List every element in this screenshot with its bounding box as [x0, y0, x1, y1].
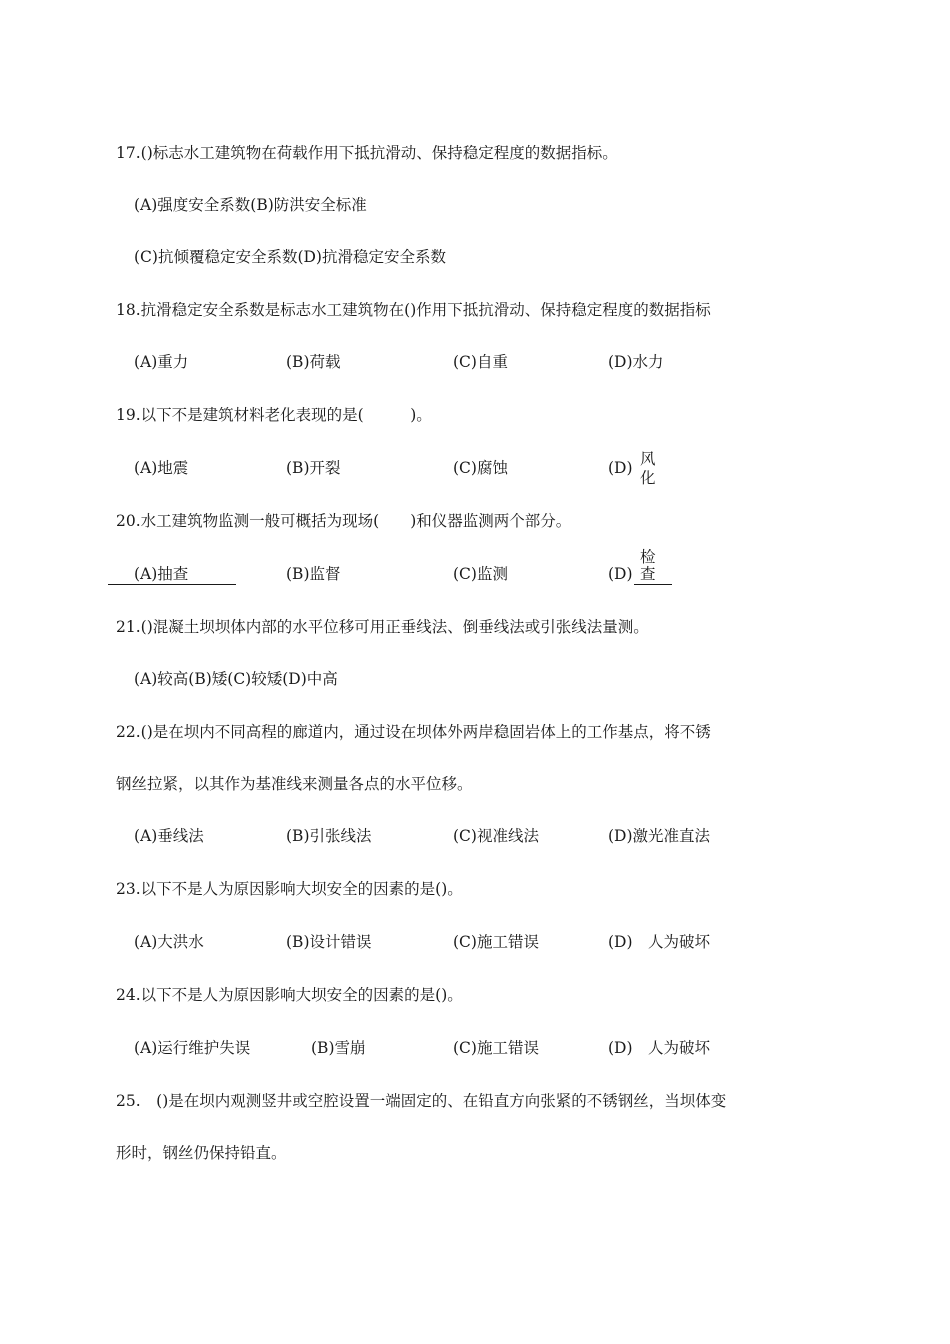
question-20-option-d-char-2: 查	[634, 564, 672, 585]
question-22-option-a: (A)垂线法	[134, 827, 204, 845]
question-17-options-line-2: (C)抗倾覆稳定安全系数(D)抗滑稳定安全系数	[134, 248, 446, 266]
question-23-option-b: (B)设计错误	[286, 933, 372, 951]
question-21-stem: 21.()混凝土坝坝体内部的水平位移可用正垂线法、倒垂线法或引张线法量测。	[116, 618, 649, 636]
question-19-option-a: (A)地震	[134, 459, 189, 477]
question-19-option-b: (B)开裂	[286, 459, 341, 477]
question-17-options-line-1: (A)强度安全系数(B)防洪安全标准	[134, 196, 367, 214]
question-20-option-d-char-1: 检	[640, 548, 656, 566]
question-18-option-b: (B)荷载	[286, 353, 341, 371]
question-20-option-c: (C)监测	[453, 565, 508, 583]
question-18-option-d: (D)水力	[608, 353, 664, 371]
question-22-option-d: (D)激光准直法	[608, 827, 711, 845]
question-21-options: (A)较高(B)矮(C)较矮(D)中高	[134, 670, 338, 688]
question-24-stem: 24.以下不是人为原因影响大坝安全的因素的是()。	[116, 986, 463, 1004]
question-19-option-d-label: (D)	[608, 459, 633, 477]
question-18-option-a: (A)重力	[134, 353, 189, 371]
question-19-stem: 19.以下不是建筑材料老化表现的是( )。	[116, 406, 432, 424]
question-25-stem-line-1: 25. ()是在坝内观测竖井或空腔设置一端固定的、在铅直方向张紧的不锈钢丝，当坝体变	[116, 1092, 727, 1110]
question-20-option-a-underline	[108, 564, 236, 585]
question-23-stem: 23.以下不是人为原因影响大坝安全的因素的是()。	[116, 880, 463, 898]
question-22-stem-line-2: 钢丝拉紧，以其作为基准线来测量各点的水平位移。	[116, 775, 473, 793]
question-24-option-c: (C)施工错误	[453, 1039, 539, 1057]
question-20-option-b: (B)监督	[286, 565, 341, 583]
question-20-stem: 20.水工建筑物监测一般可概括为现场( )和仪器监测两个部分。	[116, 512, 572, 530]
question-20-option-a: (A)抽查	[108, 564, 236, 585]
question-23-option-a: (A)大洪水	[134, 933, 204, 951]
question-18-option-c: (C)自重	[453, 353, 508, 371]
question-20-option-d-label: (D)	[608, 565, 633, 583]
question-22-option-c: (C)视准线法	[453, 827, 539, 845]
question-19-option-c: (C)腐蚀	[453, 459, 508, 477]
question-22-stem-line-1: 22.()是在坝内不同高程的廊道内，通过设在坝体外两岸稳固岩体上的工作基点，将不锈	[116, 723, 711, 741]
question-23-option-d: (D) 人为破坏	[608, 933, 711, 951]
question-18-stem: 18.抗滑稳定安全系数是标志水工建筑物在()作用下抵抗滑动、保持稳定程度的数据指标	[116, 301, 711, 319]
question-24-option-a: (A)运行维护失误	[134, 1039, 251, 1057]
question-24-option-b: (B)雪崩	[311, 1039, 366, 1057]
question-25-stem-line-2: 形时，钢丝仍保持铅直。	[116, 1144, 287, 1162]
question-24-option-d: (D) 人为破坏	[608, 1039, 711, 1057]
question-19-option-d-char-1: 风	[640, 450, 656, 468]
question-19-option-d-char-2: 化	[640, 469, 656, 487]
question-23-option-c: (C)施工错误	[453, 933, 539, 951]
question-22-option-b: (B)引张线法	[286, 827, 372, 845]
question-17-stem: 17.()标志水工建筑物在荷载作用下抵抗滑动、保持稳定程度的数据指标。	[116, 144, 618, 162]
